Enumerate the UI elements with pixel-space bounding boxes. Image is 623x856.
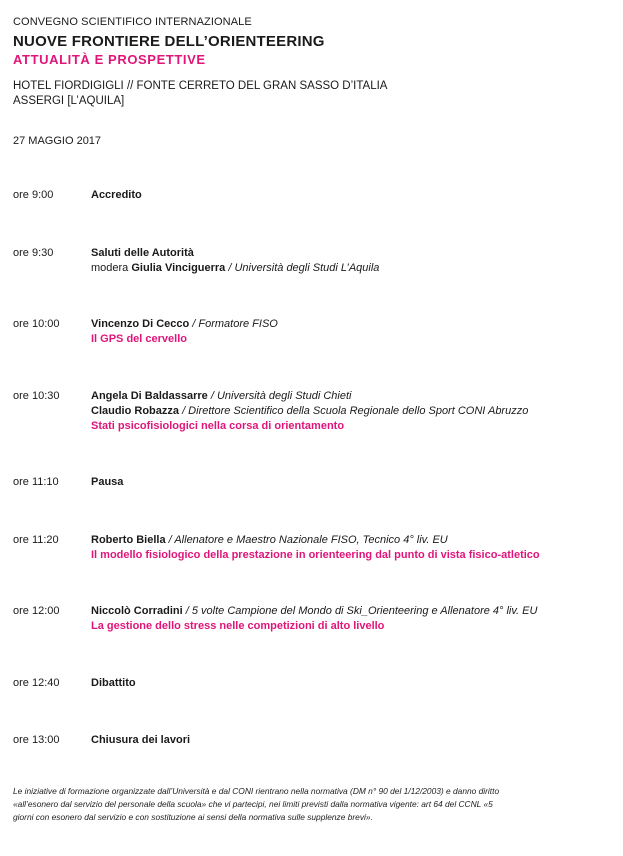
schedule-title: Dibattito bbox=[91, 677, 136, 689]
schedule-title: Chiusura dei lavori bbox=[91, 734, 191, 746]
schedule-time: ore 12:00 bbox=[13, 605, 60, 617]
speaker-affiliation: / Direttore Scientifico della Scuola Regionale dello Sport CONI Abruzzo bbox=[179, 405, 529, 417]
venue-line-2: ASSERGI [L’AQUILA] bbox=[13, 95, 125, 107]
schedule-time: ore 12:40 bbox=[13, 677, 60, 689]
schedule-time: ore 9:30 bbox=[13, 247, 54, 259]
talk-title: Il modello fisiologico della prestazione in orienteering dal punto di vista fisico-atletico bbox=[91, 549, 540, 561]
moderator-name: Giulia Vinciguerra bbox=[131, 262, 226, 274]
schedule-time: ore 11:20 bbox=[13, 534, 59, 546]
schedule-title: Pausa bbox=[91, 476, 124, 488]
event-kicker: CONVEGNO SCIENTIFICO INTERNAZIONALE bbox=[13, 16, 252, 28]
moderator-prefix: modera bbox=[91, 262, 132, 274]
speaker-affiliation: / Allenatore e Maestro Nazionale FISO, Tecnico 4° liv. EU bbox=[165, 534, 448, 546]
talk-title: Stati psicofisiologici nella corsa di orientamento bbox=[91, 420, 345, 432]
schedule-time: ore 9:00 bbox=[13, 189, 54, 201]
speaker-name: Niccolò Corradini bbox=[91, 605, 183, 617]
talk-title: La gestione dello stress nelle competizioni di alto livello bbox=[91, 620, 385, 632]
footnote-line: Le iniziative di formazione organizzate dall’Università e dal CONI rientrano nella normativa (DM n° 90 del 1/12/2003) e danno diritto bbox=[13, 786, 500, 796]
schedule-time: ore 11:10 bbox=[13, 476, 59, 488]
speaker-name: Angela Di Baldassarre bbox=[91, 390, 208, 402]
schedule-time: ore 13:00 bbox=[13, 734, 60, 746]
schedule-title: Saluti delle Autorità bbox=[91, 247, 194, 259]
speaker-name: Vincenzo Di Cecco bbox=[91, 318, 190, 330]
speaker-affiliation: / Università degli Studi Chieti bbox=[207, 390, 352, 402]
schedule-title: Accredito bbox=[91, 189, 142, 201]
speaker-affiliation: / Formatore FISO bbox=[189, 318, 278, 330]
schedule-time: ore 10:30 bbox=[13, 390, 60, 402]
footnote-line: «all’esonero dal servizio del personale della scuola» che vi partecipi, nei limiti previsti dalla normativa vigente: art 64 del CCNL «5 bbox=[13, 799, 493, 809]
speaker-name: Roberto Biella bbox=[91, 534, 166, 546]
venue-line-1: HOTEL FIORDIGIGLI // FONTE CERRETO DEL GRAN SASSO D’ITALIA bbox=[13, 80, 388, 92]
speaker-name: Claudio Robazza bbox=[91, 405, 180, 417]
schedule-time: ore 10:00 bbox=[13, 318, 60, 330]
footnote bbox=[13, 785, 613, 824]
speaker-affiliation: / 5 volte Campione del Mondo di Ski_Orienteering e Allenatore 4° liv. EU bbox=[182, 605, 538, 617]
moderator-affiliation: / Università degli Studi L’Aquila bbox=[225, 262, 380, 274]
talk-title: Il GPS del cervello bbox=[91, 333, 187, 345]
event-subtitle: ATTUALITÀ E PROSPETTIVE bbox=[13, 52, 206, 67]
footnote-line: giorni con esonero dal servizio e con sostituzione ai sensi della normativa sulle supplenze brevi». bbox=[13, 812, 373, 822]
event-date: 27 MAGGIO 2017 bbox=[13, 135, 102, 147]
event-title: NUOVE FRONTIERE DELL’ORIENTEERING bbox=[13, 33, 325, 50]
